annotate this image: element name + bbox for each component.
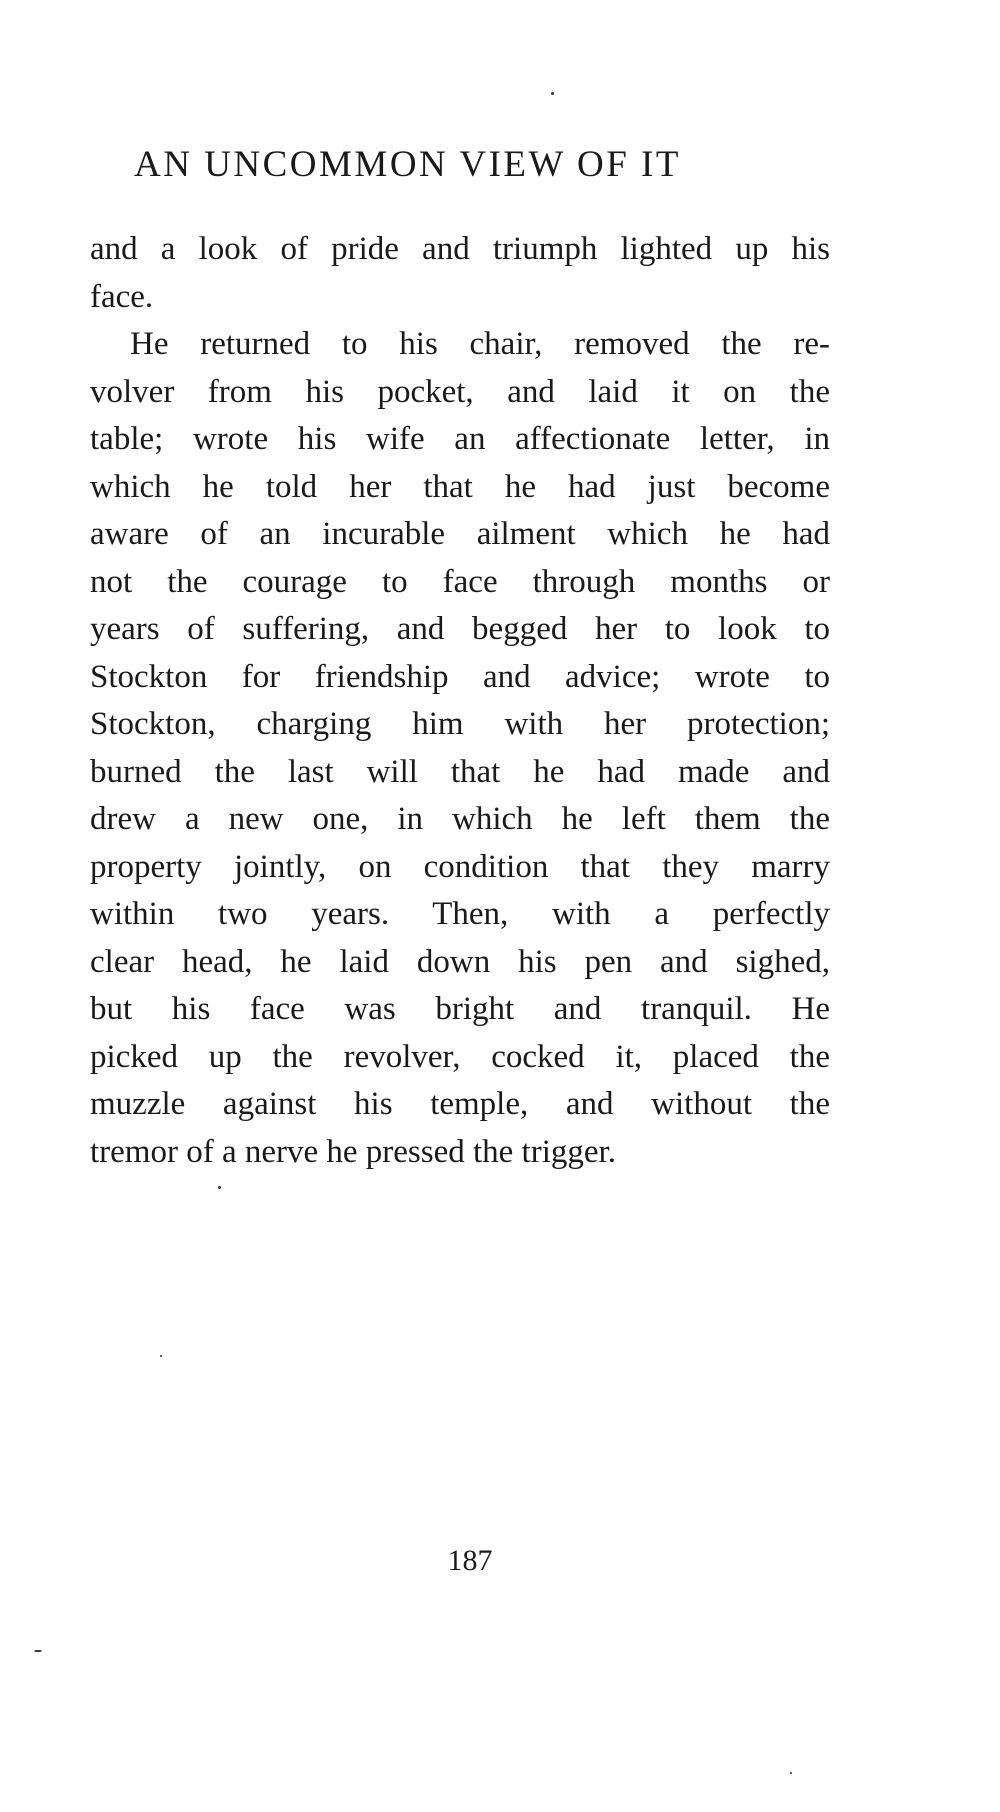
text-line: clear head, he laid down his pen and sighed, [90, 943, 830, 980]
text-line: but his face was bright and tranquil. He [90, 991, 830, 1027]
text-line: burned the last will that he had made and [90, 753, 830, 790]
body-text [90, 226, 830, 1176]
text-line: drew a new one, in which he left them the [90, 801, 830, 837]
scan-speck [551, 92, 554, 95]
text-line: tremor of a nerve he pressed the trigger. [90, 1133, 616, 1170]
scan-speck [218, 1186, 221, 1189]
scan-speck [160, 1355, 162, 1357]
text-line: aware of an incurable ailment which he had [90, 516, 830, 552]
text-line: not the courage to face through months or [90, 563, 830, 600]
text-line: He returned to his chair, removed the re- [130, 326, 830, 362]
scan-speck [34, 1650, 42, 1652]
text-line: within two years. Then, with a perfectly [90, 896, 830, 932]
text-line: property jointly, on condition that they marry [90, 848, 830, 885]
text-line: picked up the revolver, cocked it, placed the [90, 1038, 830, 1075]
scan-speck [790, 1772, 792, 1774]
text-line: years of suffering, and begged her to look to [90, 611, 830, 647]
text-line: Stockton for friendship and advice; wrote to [90, 658, 830, 695]
text-line: and a look of pride and triumph lighted up his [90, 231, 830, 267]
text-line: Stockton, charging him with her protection; [90, 706, 830, 742]
running-head: AN UNCOMMON VIEW OF IT [134, 144, 681, 185]
text-line: muzzle against his temple, and without the [90, 1086, 830, 1122]
text-line: face. [90, 278, 154, 315]
page-number: 187 [447, 1544, 493, 1577]
text-line: which he told her that he had just become [90, 468, 830, 505]
text-line: table; wrote his wife an affectionate letter, in [90, 421, 830, 457]
text-line: volver from his pocket, and laid it on the [90, 373, 830, 410]
